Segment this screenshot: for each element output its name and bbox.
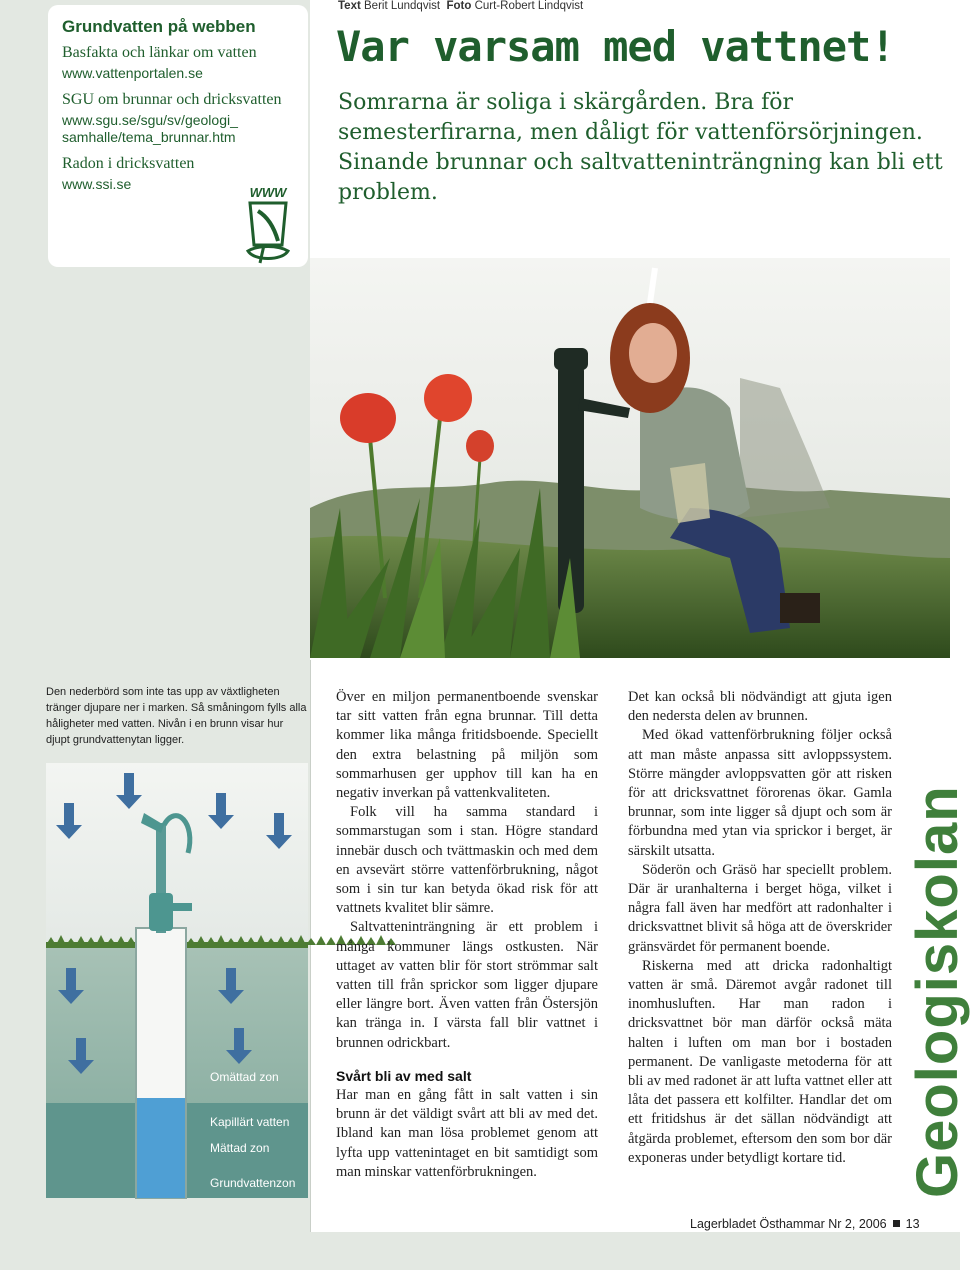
link-label-sgu: SGU om brunnar och dricksvatten — [62, 91, 282, 108]
byline-text-author: Berit Lundqvist — [364, 0, 441, 12]
link-ssi[interactable]: www.ssi.se — [62, 176, 132, 192]
column-divider — [310, 660, 311, 1235]
zone-label-mattad: Mättad zon — [210, 1141, 270, 1155]
web-links-box — [48, 5, 308, 267]
body-paragraph: Med ökad vattenförbrukning följer också att man måste anpassa sitt avloppssystem. Större mängder avloppsvatten gör att risken för att dricksvattnet förorenas ökar. Gamla brunnar, som inte ligger så djupt och som är förbundna med ytan via sprickor i berget, är särskilt utsatta. — [628, 727, 892, 859]
body-paragraph: Saltvatteninträngning är ett problem i många kommuner längs ostkusten. När uttaget av vatten blir för stort strömmar salt vatten till från sprickor som ligger djupare eller längre bort. Även vatten från Östersjön kan tränga in. I värsta fall blir vattnet i brunnen odrickbart. — [336, 919, 598, 1051]
body-paragraph: Har man en gång fått in salt vatten i sin brunn är det väldigt svårt att bli av med det. Ibland kan man lösa problemet genom att lyfta upp vattenintaget en bit samtidigt som man minskar vattenförbrukningen. — [336, 1087, 598, 1180]
byline-text-label: Text — [338, 0, 361, 12]
lead-paragraph: Somrarna är soliga i skärgården. Bra för semesterfirarna, men dåligt för vattenförsörjningen. Sinande brunnar och saltvatteninträngning kan bli ett problem. — [338, 90, 943, 205]
logo-text: WWW — [249, 185, 287, 200]
page-number: 13 — [905, 1217, 920, 1231]
www-logo-icon — [238, 183, 298, 267]
link-vattenportalen[interactable]: www.vattenportalen.se — [62, 65, 203, 81]
zone-label-grundvatten: Grundvattenzon — [210, 1176, 296, 1190]
body-paragraph: Riskerna med att dricka radonhaltigt vatten är små. Däremot avgår radonet till inomhusluften. Har man radon i dricksvattnet bör man därför också mäta halten i luften om man bor i bostaden permanent. De vanligaste metoderna för att bli av med radonet är att lufta vattnet eller att låta det passera ett kolfilter. Handlar det om ett fritidshus är det sällan nödvändigt att åtgärda problemet, eftersom den som bor där exponeras under betydligt kortare tid. — [628, 957, 892, 1166]
body-column-2 — [628, 688, 892, 1168]
body-paragraph: Söderön och Gräsö har speciellt problem. Där är uranhalterna i berget höga, vilket i några fall även har medfört att radonhalter i dricksvattnet blivit så höga att de överskrider gränsvärdet för permanent boende. — [628, 861, 892, 955]
headline: Var varsam med vattnet! — [336, 22, 895, 71]
byline-photo-author: Curt-Robert Lindqvist — [474, 0, 584, 12]
links-box-title: Grundvatten på webben — [62, 17, 256, 36]
body-paragraph: Folk vill ha samma standard i sommarstugan som i stan. Högre standard innebär dusch och tvättmaskin och med dem en avsevärt större vattenförbrukning, något som i sin tur kan betyda ökad risk för att vattnets kvalitet blir sämre. — [336, 804, 598, 917]
square-bullet-icon — [893, 1220, 900, 1227]
diagram-caption: Den nederbörd som inte tas upp av växtligheten tränger djupare ner i marken. Så småningom fylls alla håligheter med vatten. Nivån i en brunn visar hur djupt grundvattenytan ligger. — [46, 686, 307, 746]
section-label: Geologiskolan — [905, 785, 970, 1198]
page-footer — [690, 1217, 920, 1231]
body-column-1 — [336, 688, 598, 1182]
link-label-vattenportalen: Basfakta och länkar om vatten — [62, 44, 257, 61]
woman-at-water-pump-photo — [310, 258, 950, 658]
byline — [338, 0, 583, 12]
zone-label-kapillart: Kapillärt vatten — [210, 1115, 290, 1129]
groundwater-zones-diagram — [46, 763, 308, 1198]
subheading: Svårt bli av med salt — [336, 1067, 472, 1084]
byline-photo-label: Foto — [446, 0, 472, 12]
link-label-ssi: Radon i dricksvatten — [62, 155, 195, 172]
link-sgu[interactable]: www.sgu.se/sgu/sv/geologi_ samhalle/tema_brunnar.htm — [62, 112, 238, 145]
zone-label-omattad: Omättad zon — [210, 1070, 279, 1084]
publication-name: Lagerbladet Östhammar Nr 2, 2006 — [690, 1217, 887, 1231]
body-paragraph: Över en miljon permanentboende svenskar tar sitt vatten från egna brunnar. Till detta kommer lika många fritidsboende. Speciellt den extra belastning på miljön som sommarhusen ger upphov till kan ha en negativ inverkan på vattenkvaliteten. — [336, 689, 598, 802]
footer-band — [0, 1232, 960, 1270]
body-paragraph: Det kan också bli nödvändigt att gjuta igen den nedersta delen av brunnen. — [628, 689, 892, 725]
